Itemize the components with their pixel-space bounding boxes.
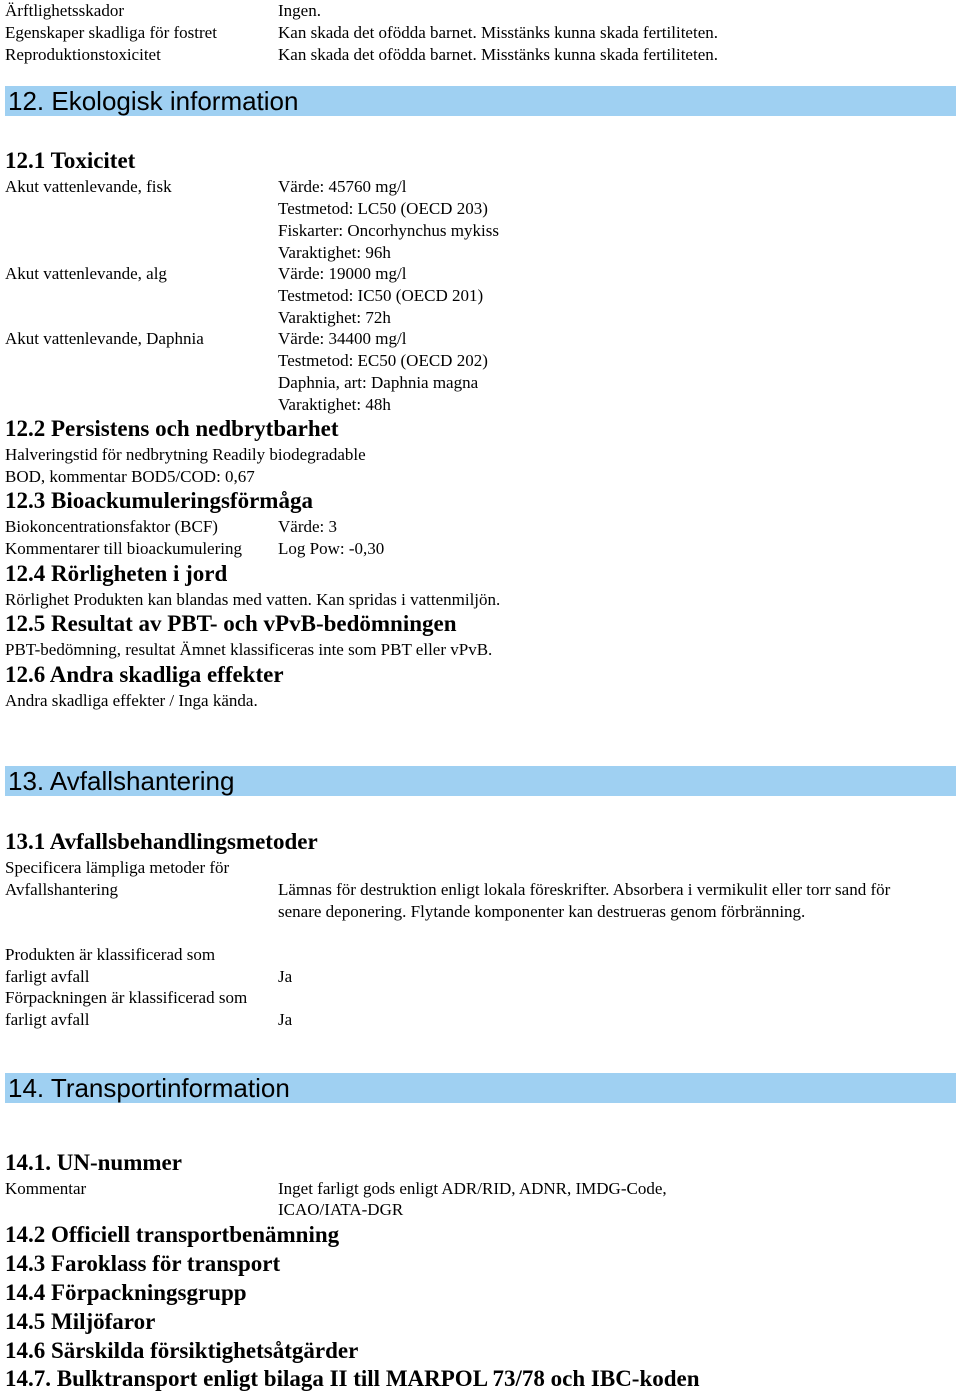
soil-mobility-text: Rörlighet Produkten kan blandas med vatten. Kan spridas i vattenmiljön. [5,590,501,609]
toxicity-daphnia-method: Testmetod: EC50 (OECD 202) [278,351,488,370]
other-effects-text: Andra skadliga effekter / Inga kända. [5,691,258,710]
toxicity-alga-duration: Varaktighet: 72h [278,308,391,327]
toxicity-daphnia-duration: Varaktighet: 48h [278,395,391,414]
section-12-title: 12. Ekologisk information [8,86,299,116]
section-12-header [5,86,956,116]
un-comment-value-line2: ICAO/IATA-DGR [278,1200,404,1219]
toxicity-label-fish: Akut vattenlevande, fisk [5,177,172,196]
toxicity-fish-method: Testmetod: LC50 (OECD 203) [278,199,488,218]
subsection-14-2-title: 14.2 Officiell transportbenämning [5,1222,340,1247]
subsection-13-1-title: 13.1 Avfallsbehandlingsmetoder [5,829,318,854]
subsection-14-7-title: 14.7. Bulktransport enligt bilaga II till MARPOL 73/78 och IBC-koden [5,1366,700,1391]
toxicity-fish-value: Värde: 45760 mg/l [278,177,407,196]
subsection-12-5-title: 12.5 Resultat av PBT- och vPvB-bedömningen [5,611,457,636]
packaging-hazardous-value: Ja [278,1010,293,1029]
product-hazardous-label-line1: Produkten är klassificerad som [5,945,216,964]
row-label-reproduktionstoxicitet: Reproduktionstoxicitet [5,45,161,64]
subsection-12-2-title: 12.2 Persistens och nedbrytbarhet [5,416,339,441]
toxicity-label-alga: Akut vattenlevande, alg [5,264,167,283]
packaging-hazardous-label-line1: Förpackningen är klassificerad som [5,988,248,1007]
row-label-arftlighetsskador: Ärftlighetsskador [5,1,124,20]
toxicity-label-daphnia: Akut vattenlevande, Daphnia [5,329,204,348]
toxicity-fish-duration: Varaktighet: 96h [278,243,391,262]
toxicity-fish-species: Fiskarter: Oncorhynchus mykiss [278,221,499,240]
subsection-12-1-title: 12.1 Toxicitet [5,148,136,173]
subsection-12-6-title: 12.6 Andra skadliga effekter [5,662,284,687]
persistence-halflife: Halveringstid för nedbrytning Readily biodegradable [5,445,366,464]
waste-methods-label-line1: Specificera lämpliga metoder för [5,858,230,877]
bioaccumulation-comment-label: Kommentarer till bioackumulering [5,539,242,558]
subsection-12-4-title: 12.4 Rörligheten i jord [5,561,228,586]
section-13-header [5,766,956,796]
un-comment-label: Kommentar [5,1179,87,1198]
toxicity-daphnia-value: Värde: 34400 mg/l [278,329,407,348]
pbt-assessment-text: PBT-bedömning, resultat Ämnet klassificeras inte som PBT eller vPvB. [5,640,493,659]
subsection-14-4-title: 14.4 Förpackningsgrupp [5,1280,247,1305]
toxicity-daphnia-species: Daphnia, art: Daphnia magna [278,373,479,392]
section-14-title: 14. Transportinformation [8,1073,290,1103]
subsection-14-5-title: 14.5 Miljöfaror [5,1309,156,1334]
persistence-bod: BOD, kommentar BOD5/COD: 0,67 [5,467,255,486]
section-14-header [5,1073,956,1103]
section-13-title: 13. Avfallshantering [8,766,235,796]
row-label-fosterskador: Egenskaper skadliga för fostret [5,23,217,42]
un-comment-value-line1: Inget farligt gods enligt ADR/RID, ADNR, IMDG-Code, [278,1179,667,1198]
toxicity-alga-method: Testmetod: IC50 (OECD 201) [278,286,484,305]
subsection-14-1-title: 14.1. UN-nummer [5,1150,182,1175]
product-hazardous-value: Ja [278,967,293,986]
bioaccumulation-comment-value: Log Pow: -0,30 [278,539,385,558]
row-value-reproduktionstoxicitet: Kan skada det ofödda barnet. Misstänks kunna skada fertiliteten. [278,45,718,64]
bcf-label: Biokoncentrationsfaktor (BCF) [5,517,218,536]
waste-methods-label-line2: Avfallshantering [5,880,118,899]
product-hazardous-label-line2: farligt avfall [5,967,90,986]
bcf-value: Värde: 3 [278,517,338,536]
toxicity-alga-value: Värde: 19000 mg/l [278,264,407,283]
subsection-14-6-title: 14.6 Särskilda försiktighetsåtgärder [5,1338,359,1363]
waste-methods-value: Lämnas för destruktion enligt lokala föreskrifter. Absorbera i vermikulit eller torr sand för senare deponering. Flytande komponenter kan destrueras genom förbränning. [278,880,891,921]
row-value-arftlighetsskador: Ingen. [278,1,321,20]
subsection-14-3-title: 14.3 Faroklass för transport [5,1251,281,1276]
subsection-12-3-title: 12.3 Bioackumuleringsförmåga [5,488,313,513]
packaging-hazardous-label-line2: farligt avfall [5,1010,90,1029]
row-value-fosterskador: Kan skada det ofödda barnet. Misstänks kunna skada fertiliteten. [278,23,718,42]
